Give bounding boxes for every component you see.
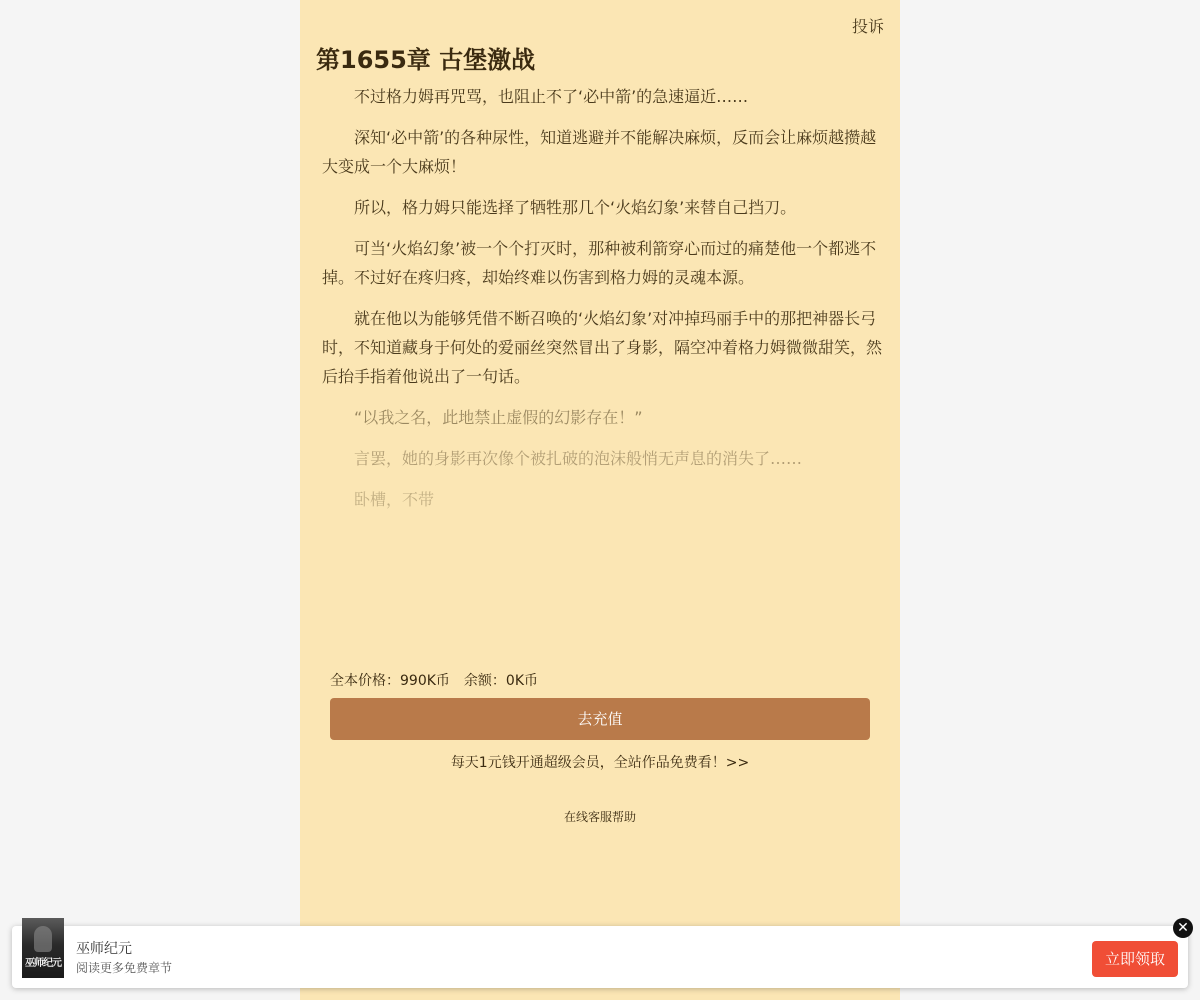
customer-service-link[interactable]: 在线客服帮助 [563, 810, 636, 824]
paragraph: “以我之名，此地禁止虚假的幻影存在！” [354, 408, 643, 427]
chapter-title: 第1655章 古堡激战 [316, 46, 536, 74]
balance: 余额：0K币 [463, 673, 538, 689]
chapter-content [322, 82, 882, 526]
reader-panel [300, 0, 900, 1000]
vip-membership-link[interactable]: 每天1元钱开通超级会员，全站作品免费看！>> [450, 755, 750, 771]
promo-subtitle: 阅读更多免费章节 [76, 961, 173, 975]
paragraph: 所以，格力姆只能选择了牺牲那几个‘火焰幻象’来替自己挡刀。 [354, 198, 797, 217]
paragraph: 卧槽，不带 [354, 490, 435, 509]
recharge-button[interactable]: 去充值 [330, 698, 870, 740]
paragraph: 深知‘必中箭’的各种尿性，知道逃避并不能解决麻烦，反而会让麻烦越攒越大变成一个大麻烦！ [322, 128, 877, 176]
complaint-link[interactable]: 投诉 [851, 17, 884, 36]
paragraph: 不过格力姆再咒骂，也阻止不了‘必中箭’的急速逼近…… [354, 87, 749, 106]
cover-text: 巫师纪元 [25, 958, 61, 969]
promo-banner [12, 926, 1188, 988]
total-price: 全本价格：990K币 [330, 673, 450, 689]
paragraph: 就在他以为能够凭借不断召唤的‘火焰幻象’对冲掉玛丽手中的那把神器长弓时，不知道藏身于何处的爱丽丝突然冒出了身影，隔空冲着格力姆微微甜笑，然后抬手指着他说出了一句话。 [322, 309, 883, 386]
claim-button[interactable]: 立即领取 [1092, 941, 1178, 977]
paragraph: 言罢，她的身影再次像个被扎破的泡沫般悄无声息的消失了…… [354, 449, 803, 468]
close-icon[interactable]: ✕ [1173, 918, 1193, 938]
book-cover[interactable] [22, 918, 64, 978]
cover-figure [34, 926, 52, 952]
price-info [330, 670, 552, 690]
paragraph: 可当‘火焰幻象’被一个个打灭时，那种被利箭穿心而过的痛楚他一个都逃不掉。不过好在疼归疼，却始终难以伤害到格力姆的灵魂本源。 [322, 239, 877, 287]
promo-book-title: 巫师纪元 [76, 941, 132, 957]
